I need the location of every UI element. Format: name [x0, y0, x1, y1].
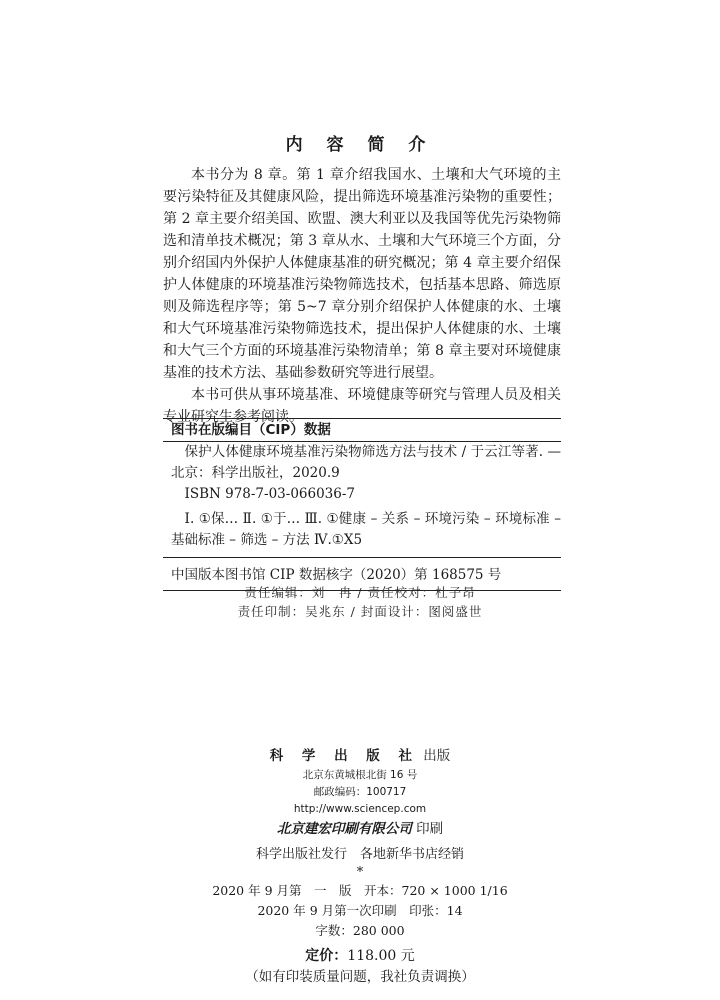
cip-heading: 图书在版编目（CIP）数据	[171, 422, 331, 438]
edition-line: 2020 年 9 月第 一 版 开本：720 × 1000 1/16	[212, 883, 508, 898]
cip-footer: 中国版本图书馆 CIP 数据核字（2020）第 168575 号	[171, 567, 502, 583]
credits	[0, 583, 720, 621]
printer-suffix: 印刷	[416, 821, 444, 837]
publisher-address: 北京东黄城根北街 16 号	[302, 769, 418, 781]
cip-block	[163, 418, 561, 591]
printer-name: 北京建宏印刷有限公司	[276, 821, 412, 837]
distribution-line: 科学出版社发行 各地新华书店经销	[255, 847, 464, 862]
cip-subjects: Ⅰ. ①保… Ⅱ. ①于… Ⅲ. ①健康 – 关系 – 环境污染 – 环境标准 – 基础标准 – 筛选 – 方法 Ⅳ.①X5	[171, 511, 561, 548]
cip-body	[163, 442, 561, 551]
summary-paragraph: 本书可供从事环境基准、环境健康等研究与管理人员及相关专业研究生参考阅读。	[163, 387, 561, 425]
printing-line: 2020 年 9 月第一次印刷 印张：14	[257, 903, 463, 918]
publisher-postcode: 邮政编码：100717	[313, 786, 407, 798]
price-value: 118.00 元	[347, 948, 415, 964]
price-label: 定价：	[305, 948, 348, 964]
content-summary	[163, 164, 561, 428]
publisher-website: http://www.sciencep.com	[293, 803, 427, 815]
credits-production: 责任印制：吴兆东 / 封面设计：图阅盛世	[237, 604, 483, 619]
cip-isbn: ISBN 978-7-03-066036-7	[184, 486, 356, 502]
printer-line	[0, 818, 720, 840]
separator-star: *	[356, 865, 364, 880]
publisher-name: 科 学 出 版 社	[269, 748, 419, 764]
publication-info	[0, 745, 720, 988]
summary-paragraph: 本书分为 8 章。第 1 章介绍我国水、土壤和大气环境的主要污染特征及其健康风险，提出筛选环境基准污染物的重要性；第 2 章主要介绍美国、欧盟、澳大利亚以及我国等优先污染物筛选和清单技术概况；第 3 章从水、土壤和大气环境三个方面，分别介绍国内外保护人体健康基准的研究概况；第 4 章主要介绍保护人体健康的环境基准污染物筛选技术，包括基本思路、筛选原则及筛选程序等；第 5~7 章分别介绍保护人体健康的水、土壤和大气环境基准污染物筛选技术，提出保护人体健康的水、土壤和大气三个方面的环境基准污染物清单；第 8 章主要对环境健康基准的技术方法、基础参数研究等进行展望。	[163, 167, 561, 381]
publisher-line	[0, 745, 720, 767]
cip-middle-rule	[163, 557, 561, 558]
price-line	[0, 945, 720, 967]
word-count: 字数：280 000	[315, 923, 405, 938]
quality-notice: （如有印装质量问题，我社负责调换）	[245, 969, 475, 985]
publisher-suffix: 出版	[423, 748, 451, 764]
cip-record: 保护人体健康环境基准污染物筛选方法与技术 / 于云江等著. —北京：科学出版社，2020.9	[171, 444, 561, 481]
page-title: 内 容 简 介	[285, 135, 435, 155]
credits-editors: 责任编辑：刘 冉 / 责任校对：杜子昂	[244, 585, 476, 600]
